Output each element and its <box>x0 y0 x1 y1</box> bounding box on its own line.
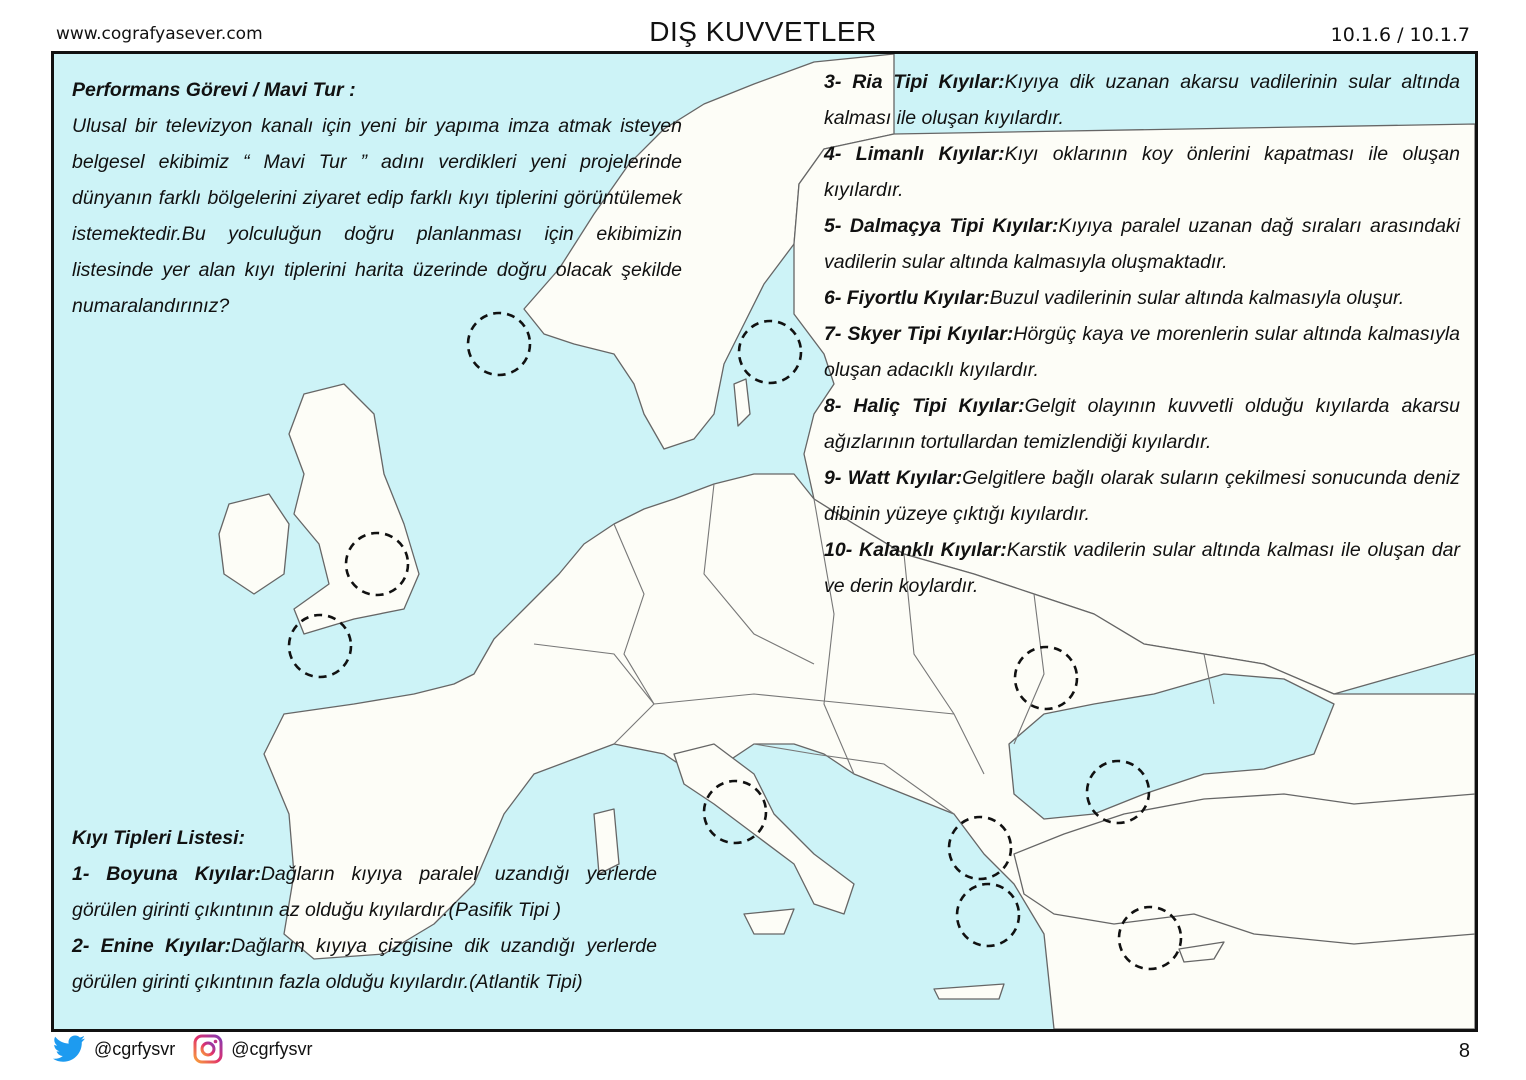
great-britain-land <box>289 384 419 634</box>
list-item: 1- Boyuna Kıyılar:Dağların kıyıya paralel uzandığı yerlerde görülen girinti çıkıntının az olduğu kıyılardır.(Pasifik Tipi ) <box>72 863 657 921</box>
page-number: 8 <box>1458 1040 1470 1062</box>
gotland-island <box>734 379 750 426</box>
instagram-icon[interactable] <box>193 1034 223 1064</box>
list-item: 5- Dalmaçya Tipi Kıyılar:Kıyıya paralel uzanan dağ sıraları arasındaki vadilerin sular altında kalmasıyla oluşmaktadır. <box>824 215 1460 273</box>
site-url: www.cografyasever.com <box>56 24 263 44</box>
list-heading: Kıyı Tipleri Listesi: <box>72 827 246 849</box>
twitter-handle: @cgrfysvr <box>94 1038 176 1059</box>
list-item: 2- Enine Kıyılar:Dağların kıyıya çizgisine dik uzandığı yerlerde görülen girinti çıkıntının fazla olduğu kıyılardır.(Atlantik Tipi) <box>72 935 658 993</box>
map-frame <box>51 51 1478 1032</box>
task-heading: Performans Görevi / Mavi Tur : <box>72 79 356 101</box>
instagram-handle: @cgrfysvr <box>231 1038 313 1059</box>
list-item: 9- Watt Kıyılar:Gelgitlere bağlı olarak suların çekilmesi sonucunda deniz dibinin yüzeye çıktığı kıyılardır. <box>824 467 1460 525</box>
dashed-circle-aegean <box>957 884 1019 946</box>
list-item: 7- Skyer Tipi Kıyılar:Hörgüç kaya ve morenlerin sular altında kalmasıyla oluşan adacıklı kıyılardır. <box>824 323 1460 381</box>
coast-types-list <box>824 64 1460 604</box>
italy-land <box>674 744 854 914</box>
crete-island <box>934 984 1004 999</box>
task-description <box>72 72 682 324</box>
task-body: Ulusal bir televizyon kanalı için yeni bir yapıma imza atmak isteyen belgesel ekibimiz “ Mavi Tur ” adını verdikleri yeni projelerinde dünyanın farklı bölgelerini ziyaret edip farklı kıyı tiplerini görüntülemek istemektedir.Bu yolculuğun doğru planlanması için ekibimizin listesinde yer alan kıyı tiplerini harita üzerinde doğru olacak şekilde numaralandırınız? <box>72 115 682 317</box>
page-title: DIŞ KUVVETLER <box>649 16 877 47</box>
dashed-circle-stockholm <box>739 321 801 383</box>
list-item: 6- Fiyortlu Kıyılar:Buzul vadilerinin sular altında kalmasıyla oluşur. <box>824 287 1405 309</box>
curriculum-code: 10.1.6 / 10.1.7 <box>1330 24 1470 46</box>
list-item: 4- Limanlı Kıyılar:Kıyı oklarının koy önlerini kapatması ile oluşan kıyılardır. <box>824 143 1460 201</box>
sicily-island <box>744 909 794 934</box>
list-item: 10- Kalanklı Kıyılar:Karstik vadilerin sular altında kalması ile oluşan dar ve derin koylardır. <box>824 539 1460 597</box>
coast-types-intro-list <box>72 820 657 1000</box>
list-item: 3- Ria Tipi Kıyılar:Kıyıya dik uzanan akarsu vadilerinin sular altında kalması ile oluşan kıyılardır. <box>824 71 1460 129</box>
ireland-land <box>219 494 289 594</box>
list-item: 8- Haliç Tipi Kıyılar:Gelgit olayının kuvvetli olduğu kıyılarda akarsu ağızlarının tortullardan temizlendiği kıyılardır. <box>824 395 1460 453</box>
twitter-icon[interactable] <box>52 1035 86 1063</box>
footer-social <box>52 1034 313 1064</box>
